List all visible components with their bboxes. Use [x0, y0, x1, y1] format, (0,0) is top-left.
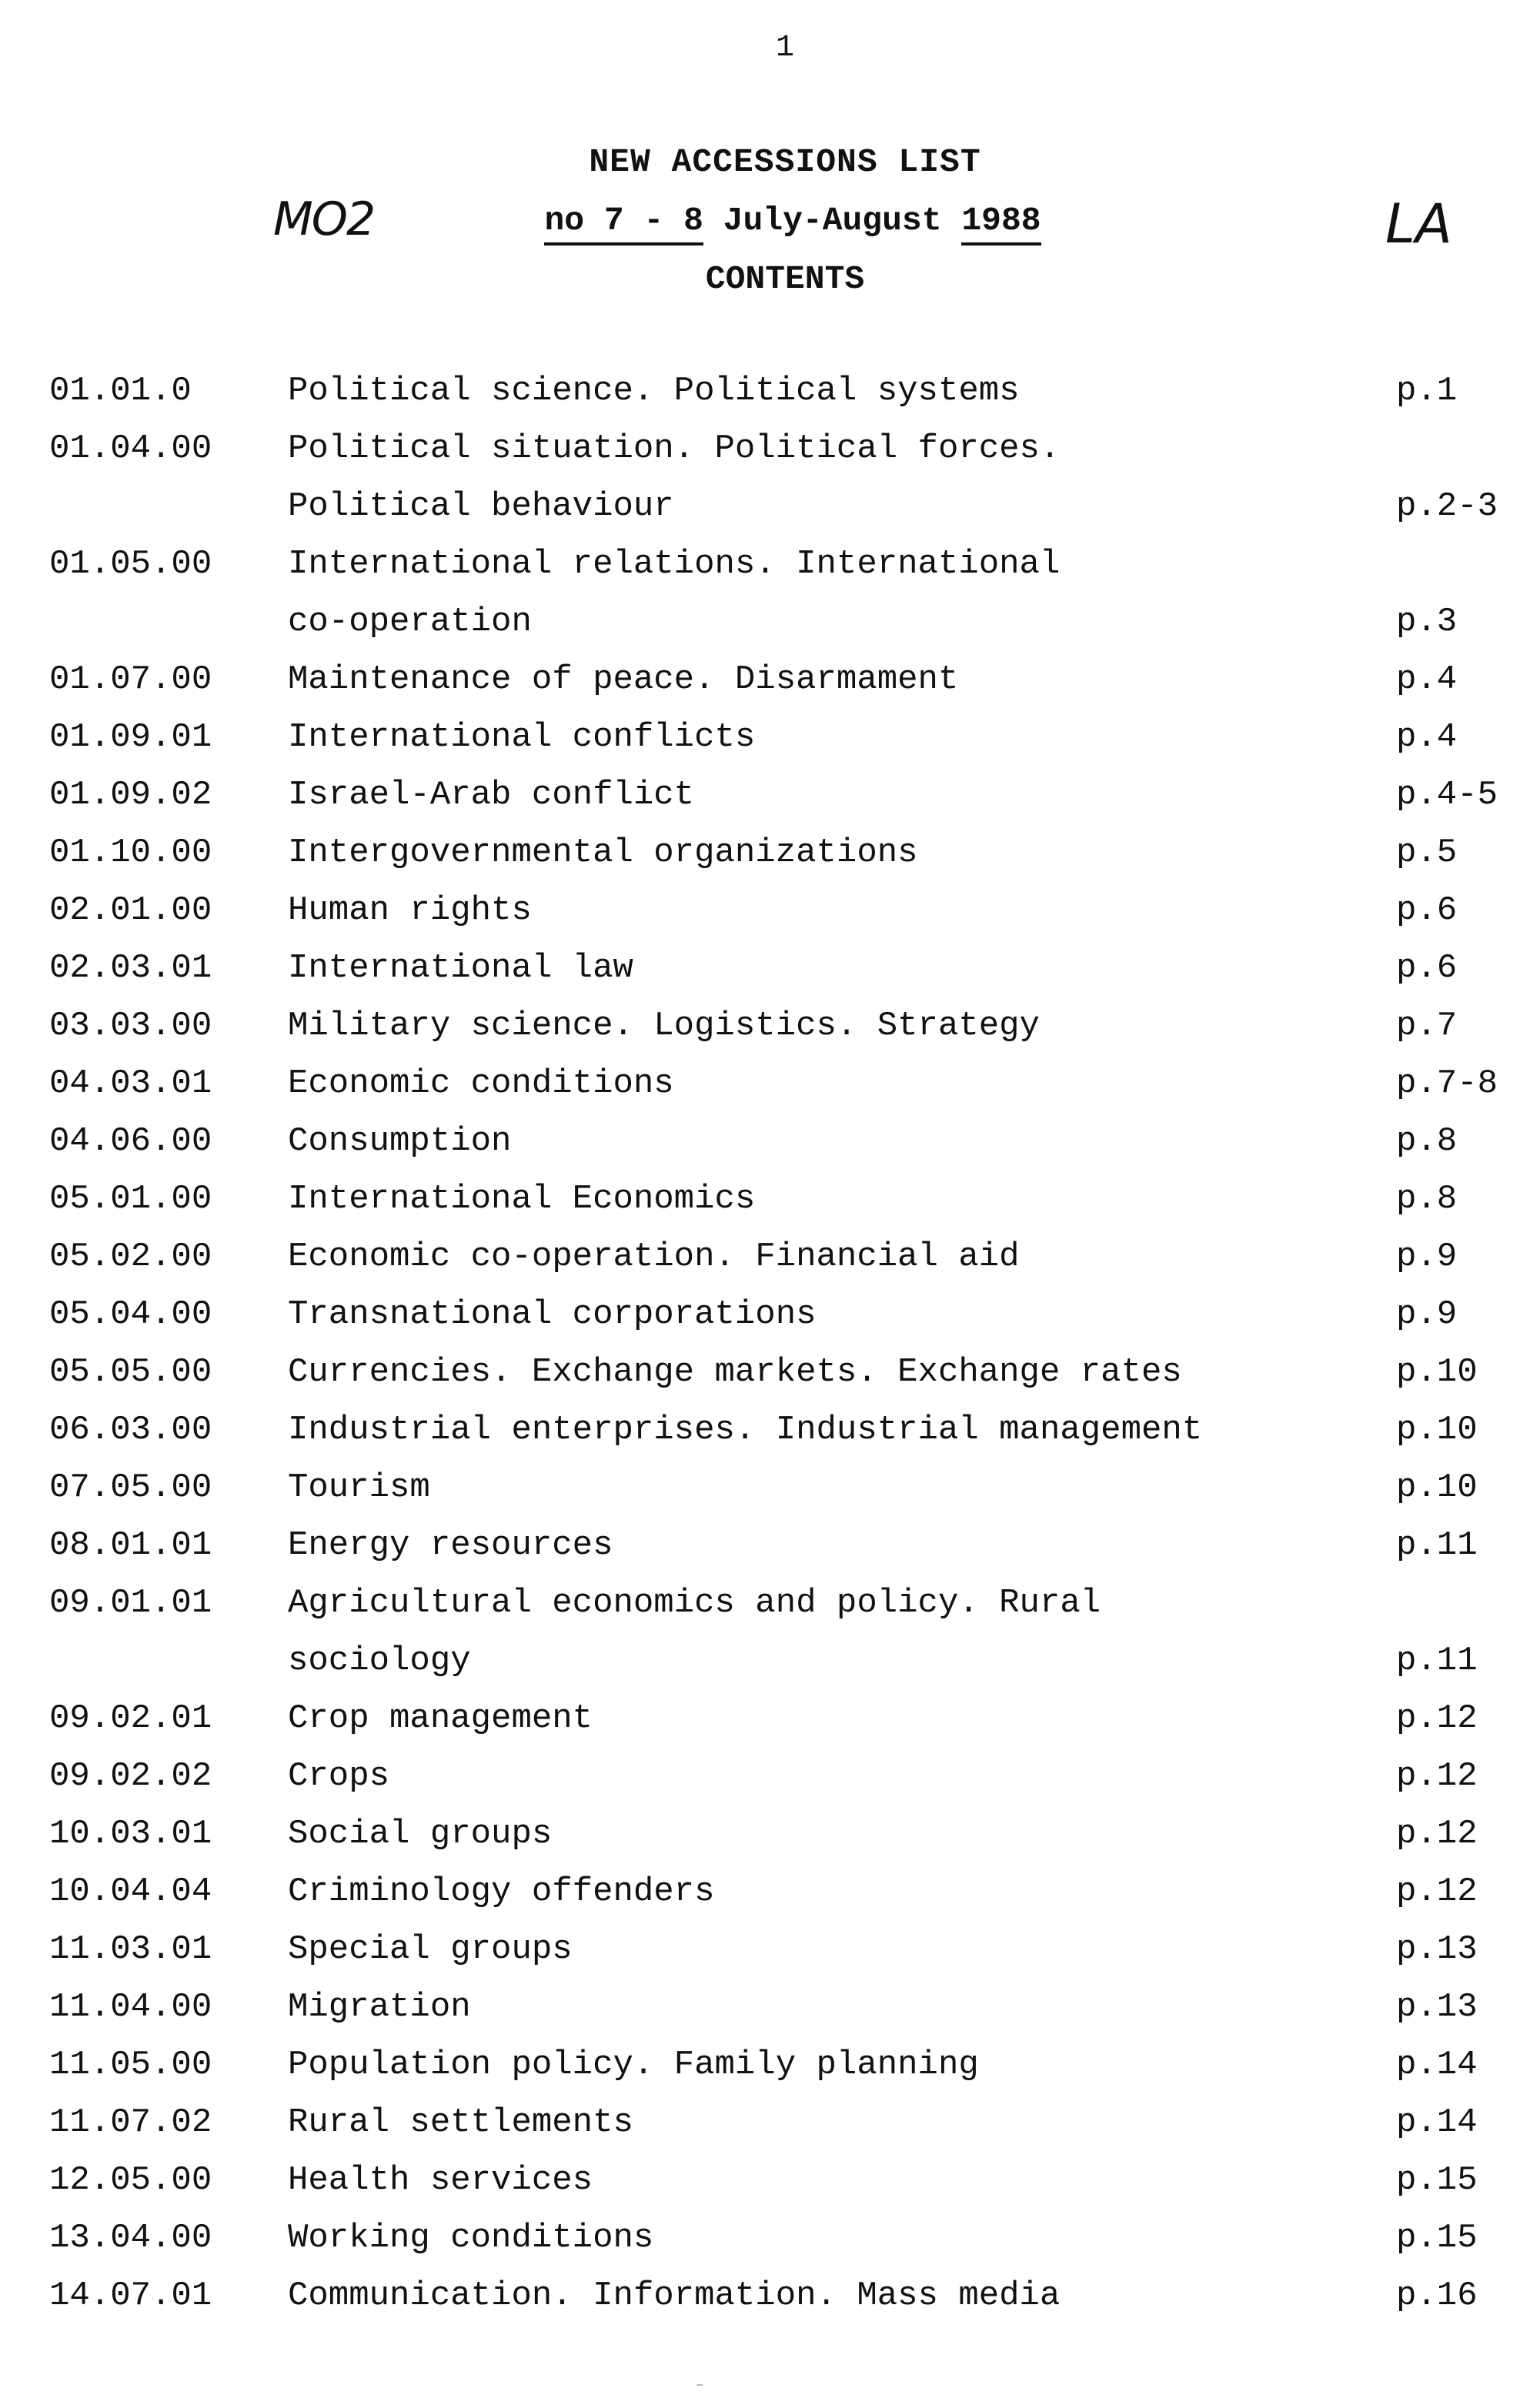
- toc-page: p.11: [1396, 1525, 1478, 1565]
- toc-topic: Criminology offenders: [288, 1872, 715, 1911]
- toc-code: 04.03.01: [49, 1064, 212, 1103]
- toc-entry: [49, 1054, 1512, 1112]
- toc-code: 14.07.01: [49, 2276, 212, 2315]
- toc-entry: [49, 1689, 1512, 1747]
- toc-code: 01.09.02: [49, 775, 212, 814]
- toc-entry: [49, 2151, 1512, 2209]
- toc-code: 02.01.00: [49, 890, 212, 930]
- toc-entry: [49, 823, 1512, 881]
- toc-page: p.13: [1396, 1929, 1478, 1969]
- toc-page: p.7: [1396, 1006, 1458, 1045]
- toc-topic: Intergovernmental organizations: [288, 833, 918, 872]
- toc-entry: [49, 2093, 1512, 2151]
- toc-entry: [49, 1862, 1512, 1920]
- toc-entry: [49, 477, 1512, 535]
- toc-topic: Agricultural economics and policy. Rural: [288, 1583, 1101, 1622]
- toc-topic: Social groups: [288, 1814, 553, 1853]
- toc-page: p.6: [1396, 948, 1458, 987]
- toc-code: 01.09.01: [49, 717, 212, 757]
- toc-topic: Working conditions: [288, 2218, 654, 2257]
- toc-code: 09.02.02: [49, 1756, 212, 1795]
- toc-page: p.3: [1396, 602, 1458, 641]
- toc-entry: [49, 650, 1512, 708]
- toc-entry: [49, 362, 1512, 419]
- toc-entry: [49, 1978, 1512, 2036]
- toc-topic: Rural settlements: [288, 2103, 633, 2142]
- toc-page: p.8: [1396, 1121, 1458, 1161]
- toc-entry: [49, 535, 1512, 593]
- toc-entry: [49, 1401, 1512, 1458]
- scan-speck: [697, 2384, 703, 2386]
- toc-topic: Population policy. Family planning: [288, 2045, 979, 2084]
- document-title: NEW ACCESSIONS LIST: [589, 143, 981, 181]
- toc-code: 10.04.04: [49, 1872, 212, 1911]
- toc-entry: [49, 1632, 1512, 1689]
- toc-page: p.12: [1396, 1814, 1478, 1853]
- toc-entry: [49, 1285, 1512, 1343]
- toc-page: p.9: [1396, 1294, 1458, 1334]
- toc-code: 09.02.01: [49, 1699, 212, 1738]
- toc-code: 02.03.01: [49, 948, 212, 987]
- toc-page: p.15: [1396, 2160, 1478, 2200]
- toc-code: 05.02.00: [49, 1237, 212, 1276]
- toc-code: 08.01.01: [49, 1525, 212, 1565]
- toc-topic: International relations. International: [288, 544, 1061, 583]
- issue-number: no 7 - 8: [544, 202, 703, 246]
- toc-entry: [49, 1343, 1512, 1401]
- toc-topic: Maintenance of peace. Disarmament: [288, 660, 959, 699]
- toc-page: p.10: [1396, 1352, 1478, 1391]
- toc-entry: [49, 1458, 1512, 1516]
- toc-topic: Crops: [288, 1756, 390, 1795]
- toc-topic: Military science. Logistics. Strategy: [288, 1006, 1040, 1045]
- toc-topic: Transnational corporations: [288, 1294, 817, 1334]
- toc-topic: International conflicts: [288, 717, 756, 757]
- toc-topic: Consumption: [288, 1121, 512, 1161]
- toc-page: p.14: [1396, 2045, 1478, 2084]
- toc-code: 01.07.00: [49, 660, 212, 699]
- toc-entry: [49, 997, 1512, 1054]
- toc-page: p.10: [1396, 1410, 1478, 1449]
- toc-page: p.16: [1396, 2276, 1478, 2315]
- toc-entry: [49, 1747, 1512, 1805]
- toc-entry: [49, 2209, 1512, 2266]
- toc-page: p.4-5: [1396, 775, 1498, 814]
- table-of-contents: [49, 362, 1512, 2324]
- toc-code: 10.03.01: [49, 1814, 212, 1853]
- toc-code: 09.01.01: [49, 1583, 212, 1622]
- issue-line: [0, 202, 1540, 239]
- toc-topic: Energy resources: [288, 1525, 613, 1565]
- toc-code: 05.01.00: [49, 1179, 212, 1218]
- toc-entry: [49, 1805, 1512, 1862]
- toc-topic: International Economics: [288, 1179, 756, 1218]
- toc-entry: [49, 766, 1512, 823]
- page-number: 1: [775, 31, 794, 65]
- toc-entry: [49, 1920, 1512, 1978]
- toc-page: p.2-3: [1396, 486, 1498, 526]
- toc-code: 06.03.00: [49, 1410, 212, 1449]
- toc-page: p.8: [1396, 1179, 1458, 1218]
- toc-topic: Communication. Information. Mass media: [288, 2276, 1061, 2315]
- toc-entry: [49, 1574, 1512, 1632]
- toc-topic: co-operation: [288, 602, 532, 641]
- toc-topic: Industrial enterprises. Industrial management: [288, 1410, 1203, 1449]
- contents-heading: CONTENTS: [705, 260, 865, 298]
- toc-page: p.4: [1396, 660, 1458, 699]
- toc-topic: Economic co-operation. Financial aid: [288, 1237, 1020, 1276]
- toc-page: p.10: [1396, 1468, 1478, 1507]
- issue-months: July-August: [703, 202, 962, 239]
- toc-entry: [49, 593, 1512, 650]
- toc-entry: [49, 2266, 1512, 2324]
- toc-code: 11.05.00: [49, 2045, 212, 2084]
- toc-page: p.13: [1396, 1987, 1478, 2026]
- toc-topic: Economic conditions: [288, 1064, 674, 1103]
- toc-page: p.5: [1396, 833, 1458, 872]
- toc-page: p.1: [1396, 371, 1458, 410]
- toc-entry: [49, 881, 1512, 939]
- toc-topic: sociology: [288, 1641, 471, 1680]
- toc-page: p.11: [1396, 1641, 1478, 1680]
- toc-entry: [49, 1516, 1512, 1574]
- toc-topic: Political science. Political systems: [288, 371, 1020, 410]
- toc-entry: [49, 2036, 1512, 2093]
- toc-topic: Crop management: [288, 1699, 593, 1738]
- toc-page: p.15: [1396, 2218, 1478, 2257]
- toc-code: 13.04.00: [49, 2218, 212, 2257]
- toc-page: p.6: [1396, 890, 1458, 930]
- toc-page: p.7-8: [1396, 1064, 1498, 1103]
- toc-topic: Political behaviour: [288, 486, 674, 526]
- issue-year: 1988: [961, 202, 1041, 246]
- toc-entry: [49, 1112, 1512, 1170]
- toc-code: 01.10.00: [49, 833, 212, 872]
- toc-code: 11.04.00: [49, 1987, 212, 2026]
- handwritten-annotation-right: LA: [1385, 192, 1452, 256]
- toc-page: p.4: [1396, 717, 1458, 757]
- toc-page: p.12: [1396, 1699, 1478, 1738]
- toc-code: 12.05.00: [49, 2160, 212, 2200]
- toc-topic: Special groups: [288, 1929, 573, 1969]
- toc-code: 01.01.0: [49, 371, 192, 410]
- toc-code: 05.05.00: [49, 1352, 212, 1391]
- toc-code: 03.03.00: [49, 1006, 212, 1045]
- toc-page: p.14: [1396, 2103, 1478, 2142]
- toc-topic: Health services: [288, 2160, 593, 2200]
- toc-page: p.12: [1396, 1872, 1478, 1911]
- handwritten-annotation-left: MO2: [273, 192, 375, 246]
- toc-topic: Human rights: [288, 890, 532, 930]
- toc-entry: [49, 1170, 1512, 1228]
- toc-entry: [49, 419, 1512, 477]
- toc-entry: [49, 708, 1512, 766]
- toc-topic: International law: [288, 948, 633, 987]
- toc-entry: [49, 939, 1512, 997]
- toc-topic: Israel-Arab conflict: [288, 775, 695, 814]
- toc-page: p.9: [1396, 1237, 1458, 1276]
- toc-page: p.12: [1396, 1756, 1478, 1795]
- toc-topic: Tourism: [288, 1468, 430, 1507]
- toc-code: 01.05.00: [49, 544, 212, 583]
- toc-code: 04.06.00: [49, 1121, 212, 1161]
- toc-code: 11.07.02: [49, 2103, 212, 2142]
- toc-entry: [49, 1228, 1512, 1285]
- toc-code: 11.03.01: [49, 1929, 212, 1969]
- toc-topic: Migration: [288, 1987, 471, 2026]
- toc-code: 05.04.00: [49, 1294, 212, 1334]
- toc-topic: Political situation. Political forces.: [288, 429, 1061, 468]
- toc-code: 01.04.00: [49, 429, 212, 468]
- toc-topic: Currencies. Exchange markets. Exchange rates: [288, 1352, 1182, 1391]
- toc-code: 07.05.00: [49, 1468, 212, 1507]
